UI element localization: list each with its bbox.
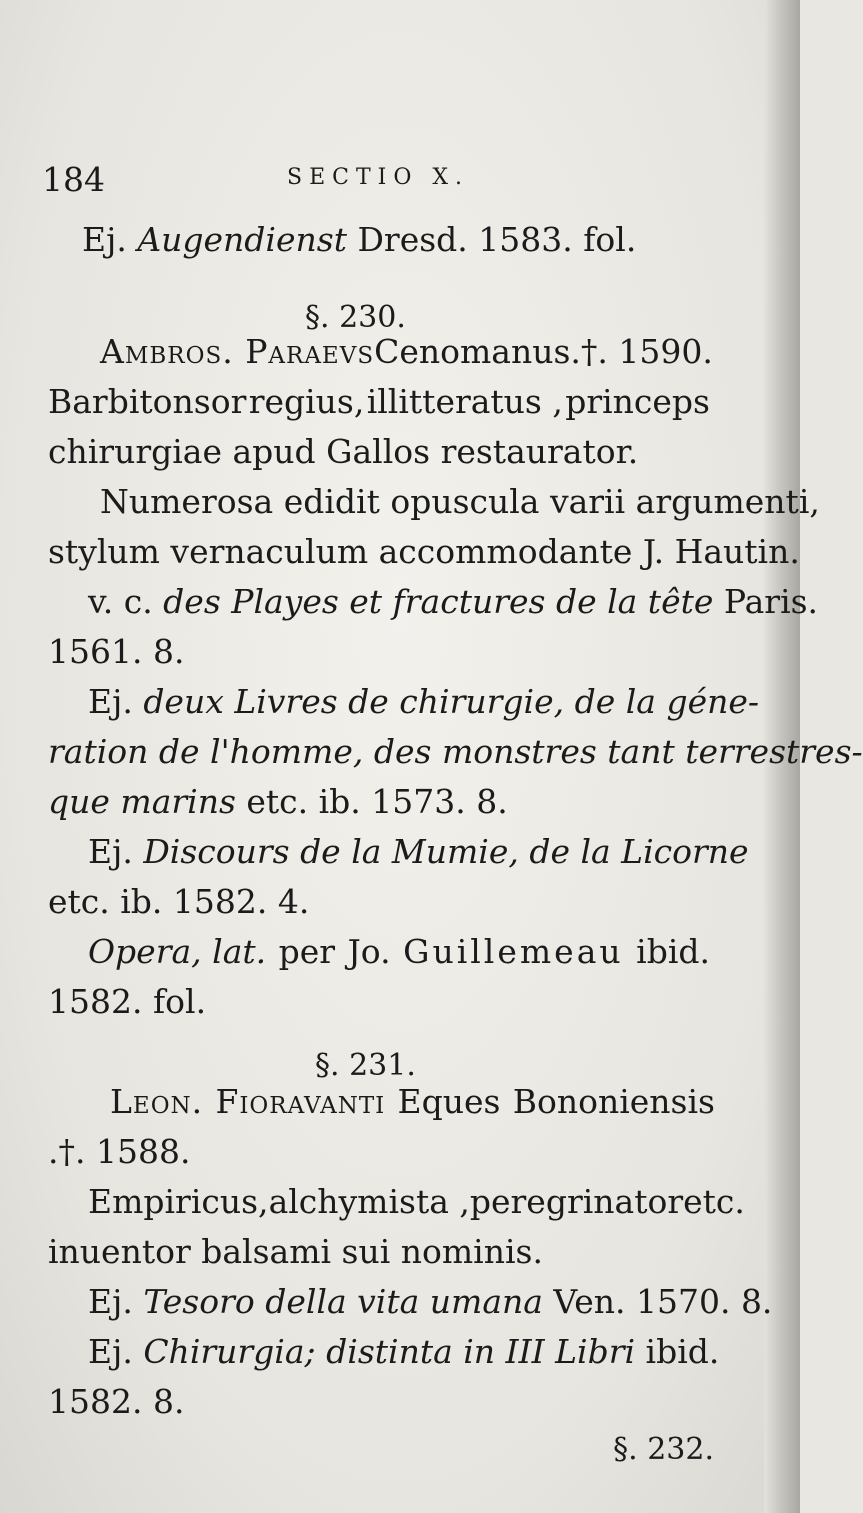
text-line: v. c. des Playes et fractures de la tête Paris. (88, 582, 819, 621)
text-line: que marins etc. ib. 1573. 8. (48, 782, 508, 821)
text-line: Ambros. Paraevs Cenomanus .†. 1590. (100, 332, 713, 371)
text-line: chirurgiae apud Gallos restaurator. (48, 432, 639, 471)
section-heading-230: §. 230. (305, 300, 406, 335)
text-line: Ej. Augendienst Dresd. 1583. fol. (82, 220, 637, 259)
text-line: Barbitonsor regius, illitteratus , princeps (48, 382, 710, 421)
text-line: .†. 1588. (48, 1132, 191, 1171)
text-line: Empiricus, alchymista , peregrinator etc. (88, 1182, 745, 1221)
text-line: Ej. Chirurgia; distinta in III Libri ibid. (88, 1332, 720, 1371)
text-line: 1582. 8. (48, 1382, 185, 1421)
text-line: Ej. deux Livres de chirurgie, de la géne- (88, 682, 760, 721)
text-line: Numerosa edidit opuscula varii argumenti, (100, 482, 820, 521)
page-number: 184 (42, 160, 105, 199)
text-line: Ej. Tesoro della vita umana Ven. 1570. 8. (88, 1282, 773, 1321)
text-line: Opera, lat. per Jo. Guillemeau ibid. (88, 932, 710, 971)
catchword: §. 232. (613, 1432, 714, 1467)
text-line: Ej. Discours de la Mumie, de la Licorne (88, 832, 749, 871)
running-title: SECTIO X. (287, 165, 470, 190)
text-line: 1561. 8. (48, 632, 185, 671)
text-line: stylum vernaculum accommodante J. Hautin. (48, 532, 800, 571)
text-line: inuentor balsami sui nominis. (48, 1232, 543, 1271)
text-line: Leon. Fioravanti Eques Bononiensis (110, 1082, 715, 1121)
text-line: etc. ib. 1582. 4. (48, 882, 310, 921)
text-line: 1582. fol. (48, 982, 207, 1021)
text-line: ration de l'homme, des monstres tant terrestres- (48, 732, 863, 771)
section-heading-231: §. 231. (315, 1048, 416, 1083)
